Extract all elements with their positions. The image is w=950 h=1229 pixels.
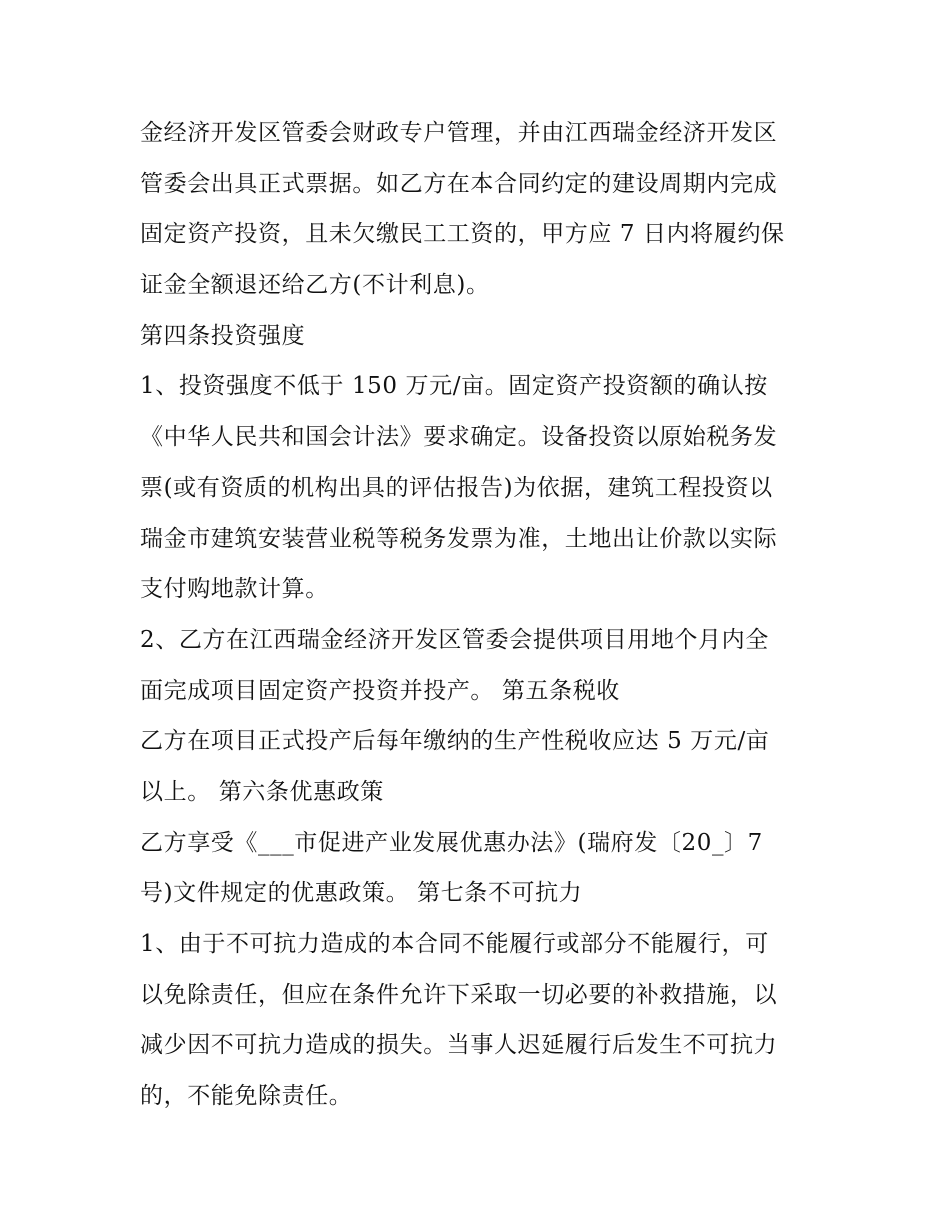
- text-line: 乙方享受《___市促进产业发展优惠办法》(瑞府发〔20_〕7: [140, 829, 763, 856]
- text-line: 的，不能免除责任。: [140, 1083, 353, 1110]
- text-line: 2、乙方在江西瑞金经济开发区管委会提供项目用地个月内全: [140, 626, 769, 653]
- document-body: [140, 108, 820, 1122]
- text-line: 号)文件规定的优惠政策。 第七条不可抗力: [140, 880, 583, 907]
- text-line: 票(或有资质的机构出具的评估报告)为依据，建筑工程投资以: [140, 474, 773, 501]
- text-line: 支付购地款计算。: [140, 576, 329, 603]
- text-line: 1、投资强度不低于 150 万元/亩。固定资产投资额的确认按: [140, 373, 768, 400]
- text-line: 以免除责任，但应在条件允许下采取一切必要的补救措施，以: [140, 981, 778, 1008]
- text-line: 以上。 第六条优惠政策: [140, 778, 384, 805]
- text-line: 《中华人民共和国会计法》要求确定。设备投资以原始税务发: [140, 424, 778, 451]
- text-line: 乙方在项目正式投产后每年缴纳的生产性税收应达 5 万元/亩: [140, 728, 770, 755]
- text-line: 减少因不可抗力造成的损失。当事人迟延履行后发生不可抗力: [140, 1032, 778, 1059]
- text-line: 证金全额退还给乙方(不计利息)。: [140, 272, 490, 299]
- section-heading: 第四条投资强度: [140, 322, 306, 349]
- text-line: 金经济开发区管委会财政专户管理，并由江西瑞金经济开发区: [140, 120, 778, 146]
- text-line: 瑞金市建筑安装营业税等税务发票为准，土地出让价款以实际: [140, 525, 778, 552]
- text-line: 管委会出具正式票据。如乙方在本合同约定的建设周期内完成: [140, 170, 778, 197]
- text-line: 固定资产投资，且未欠缴民工工资的，甲方应 7 日内将履约保: [140, 221, 785, 248]
- text-line: 1、由于不可抗力造成的本合同不能履行或部分不能履行，可: [140, 931, 769, 957]
- text-line: 面完成项目固定资产投资并投产。 第五条税收: [140, 677, 620, 704]
